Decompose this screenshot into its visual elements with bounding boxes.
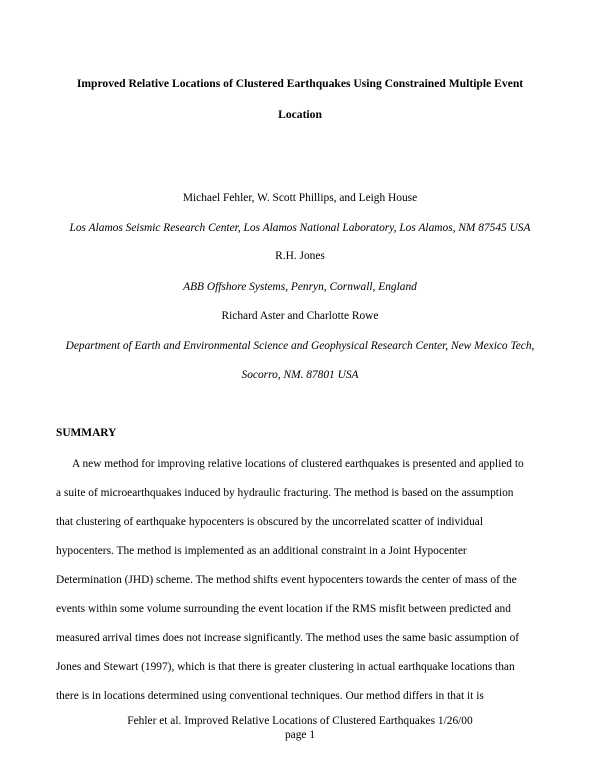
- author-names-2: R.H. Jones: [275, 250, 325, 262]
- summary-heading: SUMMARY: [56, 427, 117, 439]
- affiliation-3-line-2: Socorro, NM. 87801 USA: [241, 369, 359, 381]
- author-names-1: Michael Fehler, W. Scott Phillips, and Leigh House: [182, 192, 418, 204]
- summary-line-3: that clustering of earthquake hypocenters is obscured by the uncorrelated scatter of individual: [56, 516, 483, 528]
- summary-line-4: hypocenters. The method is implemented as an additional constraint in a Joint Hypocenter: [56, 545, 467, 557]
- author-names-3: Richard Aster and Charlotte Rowe: [221, 310, 379, 322]
- title-line-1: Improved Relative Locations of Clustered Earthquakes Using Constrained Multiple Event: [76, 77, 524, 90]
- page-number: page 1: [284, 729, 316, 741]
- summary-line-2: a suite of microearthquakes induced by hydraulic fracturing. The method is based on the assumption: [56, 487, 514, 499]
- summary-line-8: Jones and Stewart (1997), which is that there is greater clustering in actual earthquake locations than: [56, 661, 515, 673]
- summary-line-5: Determination (JHD) scheme. The method shifts event hypocenters towards the center of mass of the: [56, 574, 517, 586]
- summary-line-9: there is in locations determined using conventional techniques. Our method differs in that it is: [56, 690, 484, 702]
- affiliation-2: ABB Offshore Systems, Penryn, Cornwall, England: [183, 281, 417, 293]
- title-line-2: Location: [278, 108, 322, 121]
- affiliation-3-line-1: Department of Earth and Environmental Science and Geophysical Research Center, New Mexico Tech,: [65, 340, 535, 352]
- affiliation-1: Los Alamos Seismic Research Center, Los Alamos National Laboratory, Los Alamos, NM 87545 USA: [69, 222, 531, 234]
- summary-line-1: A new method for improving relative locations of clustered earthquakes is presented and applied to: [72, 458, 524, 470]
- summary-line-6: events within some volume surrounding the event location if the RMS misfit between predicted and: [56, 603, 511, 615]
- summary-line-7: measured arrival times does not increase significantly. The method uses the same basic assumption of: [56, 632, 520, 644]
- paper-title: [40, 68, 560, 130]
- running-footer: Fehler et al. Improved Relative Locations of Clustered Earthquakes 1/26/00: [127, 715, 473, 727]
